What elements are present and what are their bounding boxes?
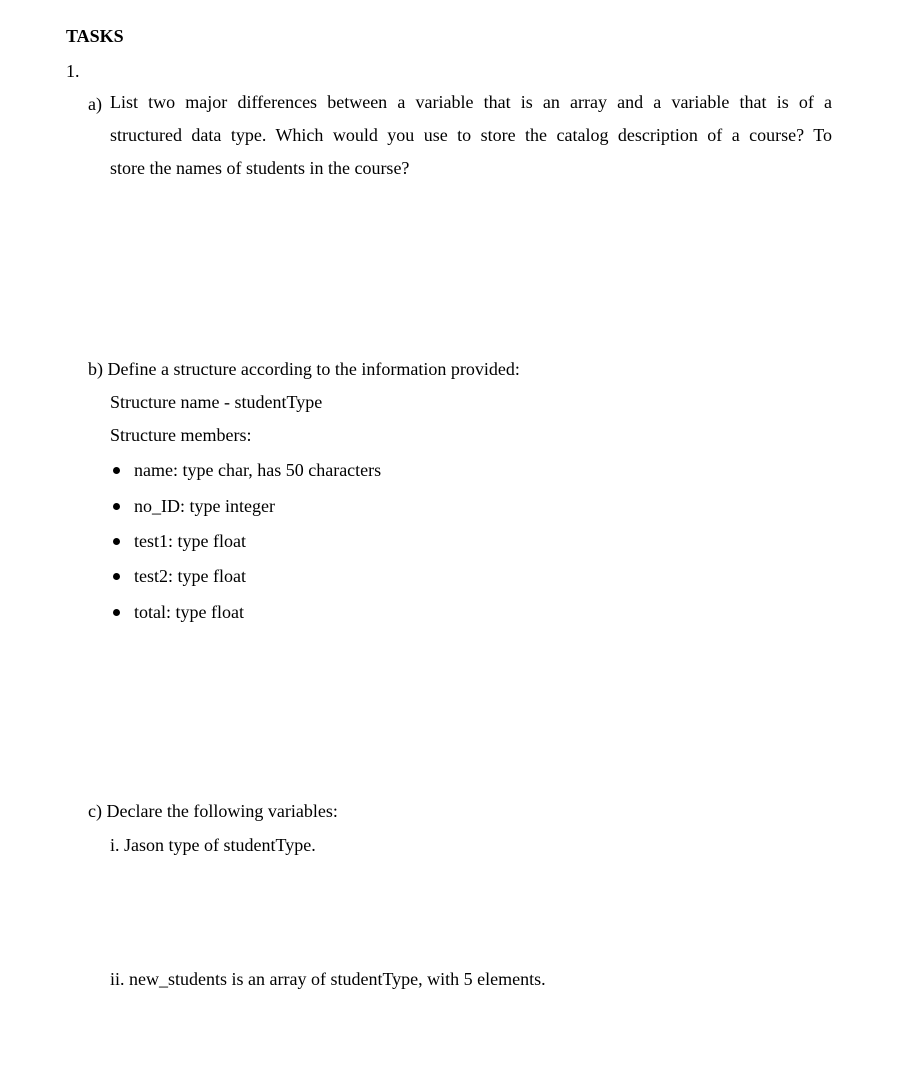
part-c-item-i: i. Jason type of studentType. [110,835,316,855]
part-a-line: structured data type. Which would you use to store the catalog description of a course? To [110,125,832,145]
part-c-item-ii: ii. new_students is an array of studentType, with 5 elements. [110,969,546,989]
member-text: test1: type float [134,531,246,551]
part-b-question: b) Define a structure according to the information provided: [88,359,520,379]
part-a-marker: a) [88,94,102,114]
part-a-line: store the names of students in the course? [110,158,410,178]
part-a-line: List two major differences between a variable that is an array and a variable that is of a [110,92,832,112]
part-c-question: c) Declare the following variables: [88,801,338,821]
bullet-icon [113,538,120,545]
member-text: name: type char, has 50 characters [134,460,382,480]
bullet-icon [113,503,120,510]
bullet-icon [113,467,120,474]
member-text: total: type float [134,602,244,622]
structure-members-label: Structure members: [110,425,252,445]
bullet-icon [113,609,120,616]
member-text: test2: type float [134,566,246,586]
structure-name: Structure name - studentType [110,392,323,412]
part-a-question [110,86,832,185]
page-heading: TASKS [66,26,124,46]
task-number: 1. [66,61,80,81]
member-text: no_ID: type integer [134,496,275,516]
bullet-icon [113,573,120,580]
